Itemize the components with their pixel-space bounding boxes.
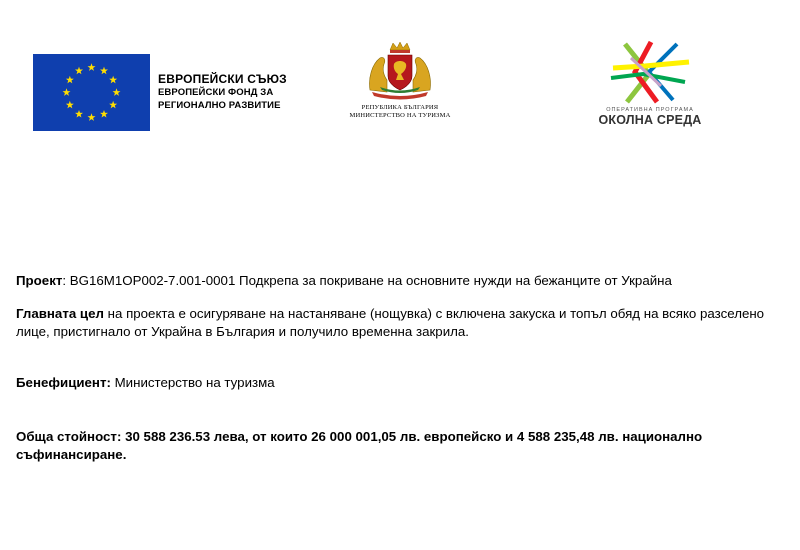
eu-logo-text xyxy=(158,73,287,112)
beneficiary-text: Министерство на туризма xyxy=(110,375,275,390)
eu-erdf-logo xyxy=(33,54,287,131)
coat-of-arms-icon xyxy=(360,40,440,102)
goal-label: Главната цел xyxy=(16,306,104,321)
environment-mark-icon xyxy=(605,38,695,106)
env-logo-title: ОКОЛНА СРЕДА xyxy=(598,113,702,127)
project-text: : BG16M1OP002-7.001-0001 Подкрепа за покриване на основните нужди на бежанците от Украйна xyxy=(62,273,672,288)
eu-logo-line2: ЕВРОПЕЙСКИ ФОНД ЗА xyxy=(158,87,274,98)
total-value-paragraph: Обща стойност: 30 588 236.53 лева, от които 26 000 001,05 лв. европейско и 4 588 235,48 лв. национално съфинансиране. xyxy=(16,429,703,462)
eu-flag-icon xyxy=(33,54,150,131)
env-logo-small-text: ОПЕРАТИВНА ПРОГРАМА xyxy=(606,107,694,113)
project-label: Проект xyxy=(16,273,63,288)
goal-paragraph xyxy=(16,305,791,341)
ministry-of-tourism-logo xyxy=(340,40,460,120)
ministry-text xyxy=(340,104,460,120)
eu-logo-line3: РЕГИОНАЛНО РАЗВИТИЕ xyxy=(158,100,281,111)
ministry-line2: МИНИСТЕРСТВО НА ТУРИЗМА xyxy=(349,112,451,119)
beneficiary-paragraph xyxy=(16,374,791,392)
project-paragraph xyxy=(16,272,791,290)
logo-header xyxy=(0,0,800,150)
goal-text: на проекта е осигуряване на настаняване (нощувка) с включена закуска и топъл обяд на всяко разселено лице, пристигнало от Украйна в България и получило временна закрила. xyxy=(16,306,765,339)
op-environment-logo xyxy=(590,38,710,127)
ministry-line1: РЕПУБЛИКА БЪЛГАРИЯ xyxy=(361,104,439,111)
eu-logo-title: ЕВРОПЕЙСКИ СЪЮЗ xyxy=(158,72,287,86)
beneficiary-label: Бенефициент: xyxy=(16,375,111,390)
